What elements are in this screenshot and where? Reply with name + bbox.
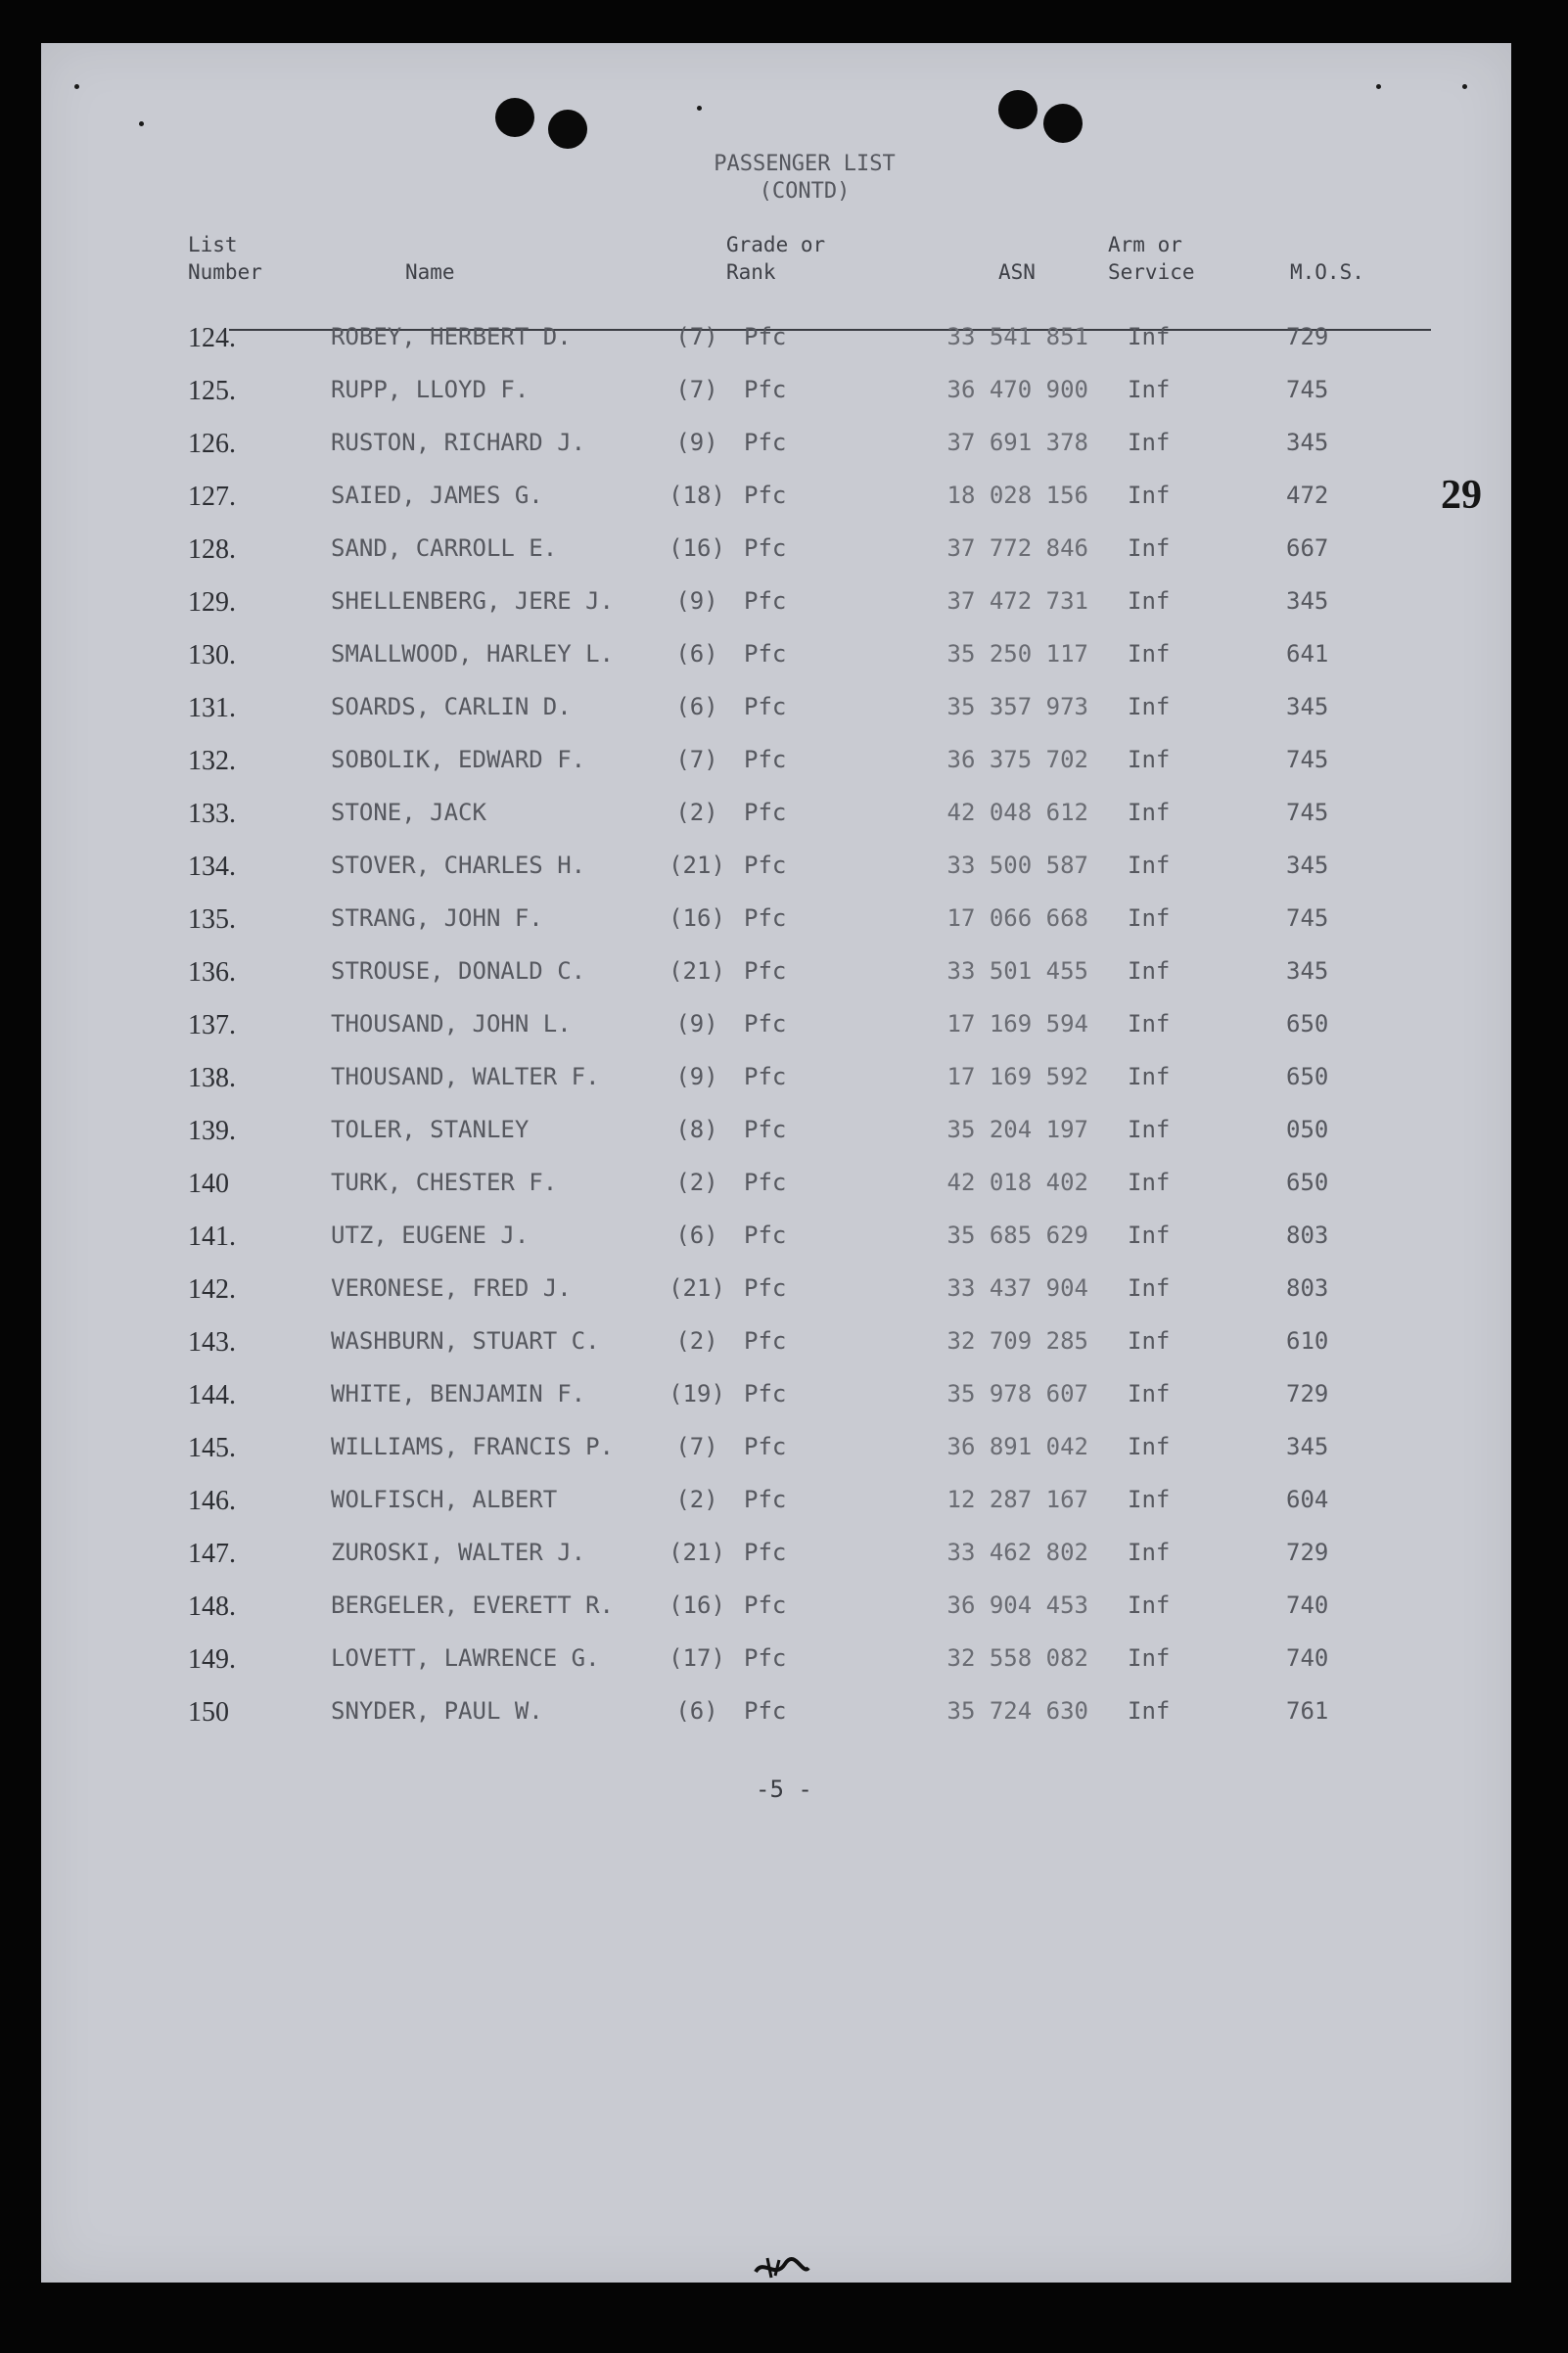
list-number-cell: 145. <box>188 1433 236 1463</box>
speck <box>697 106 702 111</box>
rank-cell: Pfc <box>744 693 787 720</box>
mos-cell: 745 <box>1286 376 1329 403</box>
rank-cell: Pfc <box>744 640 787 668</box>
asn-cell: 17 169 594 <box>946 1010 1088 1038</box>
group-cell: (8) <box>675 1116 718 1143</box>
list-number-cell: 126. <box>188 429 236 459</box>
document-page <box>41 43 1511 2283</box>
punch-hole <box>1043 104 1083 143</box>
table-row <box>41 1169 1511 1222</box>
group-cell: (2) <box>675 799 718 826</box>
group-cell: (2) <box>675 1486 718 1513</box>
rank-cell: Pfc <box>744 482 787 509</box>
table-row <box>41 376 1511 429</box>
table-row <box>41 640 1511 693</box>
arm-cell: Inf <box>1128 376 1171 403</box>
mos-cell: 729 <box>1286 1380 1329 1407</box>
header-grade-label: Grade or <box>726 233 826 256</box>
name-cell: TURK, CHESTER F. <box>331 1169 558 1196</box>
mos-cell: 650 <box>1286 1010 1329 1038</box>
header-mos: M.O.S. <box>1290 260 1364 284</box>
mos-cell: 745 <box>1286 746 1329 773</box>
name-cell: THOUSAND, WALTER F. <box>331 1063 600 1090</box>
asn-cell: 35 204 197 <box>946 1116 1088 1143</box>
list-number-cell: 144. <box>188 1380 236 1410</box>
table-row <box>41 1010 1511 1063</box>
list-number-cell: 140 <box>188 1169 229 1199</box>
list-number-cell: 133. <box>188 799 236 829</box>
group-cell: (9) <box>675 587 718 615</box>
group-cell: (6) <box>675 640 718 668</box>
table-row <box>41 957 1511 1010</box>
speck <box>139 121 144 126</box>
title-line-2: (CONTD) <box>759 179 851 204</box>
name-cell: THOUSAND, JOHN L. <box>331 1010 572 1038</box>
name-cell: ROBEY, HERBERT D. <box>331 323 572 350</box>
rank-cell: Pfc <box>744 1327 787 1355</box>
arm-cell: Inf <box>1128 693 1171 720</box>
header-arm <box>1108 231 1195 286</box>
mos-cell: 641 <box>1286 640 1329 668</box>
mos-cell: 345 <box>1286 693 1329 720</box>
name-cell: STONE, JACK <box>331 799 486 826</box>
arm-cell: Inf <box>1128 1169 1171 1196</box>
arm-cell: Inf <box>1128 1697 1171 1725</box>
list-number-cell: 136. <box>188 957 236 988</box>
table-row <box>41 799 1511 852</box>
table-row <box>41 904 1511 957</box>
ink-mark <box>746 2250 814 2284</box>
rank-cell: Pfc <box>744 1169 787 1196</box>
rank-cell: Pfc <box>744 1116 787 1143</box>
asn-cell: 35 357 973 <box>946 693 1088 720</box>
speck <box>74 84 79 89</box>
arm-cell: Inf <box>1128 799 1171 826</box>
rank-cell: Pfc <box>744 904 787 932</box>
asn-cell: 37 472 731 <box>946 587 1088 615</box>
group-cell: (7) <box>675 1433 718 1460</box>
table-row <box>41 1697 1511 1750</box>
arm-cell: Inf <box>1128 640 1171 668</box>
list-number-cell: 128. <box>188 534 236 565</box>
table-row <box>41 1274 1511 1327</box>
list-number-cell: 134. <box>188 852 236 882</box>
group-cell: (16) <box>669 904 725 932</box>
arm-cell: Inf <box>1128 429 1171 456</box>
list-number-cell: 139. <box>188 1116 236 1146</box>
header-list-number <box>188 231 262 286</box>
header-arm-label: Arm or <box>1108 233 1182 256</box>
rank-cell: Pfc <box>744 799 787 826</box>
rank-cell: Pfc <box>744 587 787 615</box>
speck <box>1376 84 1381 89</box>
mos-cell: 345 <box>1286 1433 1329 1460</box>
list-number-cell: 132. <box>188 746 236 776</box>
arm-cell: Inf <box>1128 1539 1171 1566</box>
arm-cell: Inf <box>1128 852 1171 879</box>
mos-cell: 650 <box>1286 1063 1329 1090</box>
list-number-cell: 148. <box>188 1592 236 1622</box>
group-cell: (21) <box>669 1539 725 1566</box>
mos-cell: 345 <box>1286 852 1329 879</box>
name-cell: BERGELER, EVERETT R. <box>331 1592 614 1619</box>
group-cell: (21) <box>669 957 725 985</box>
asn-cell: 35 978 607 <box>946 1380 1088 1407</box>
group-cell: (19) <box>669 1380 725 1407</box>
name-cell: WOLFISCH, ALBERT <box>331 1486 558 1513</box>
name-cell: SAIED, JAMES G. <box>331 482 543 509</box>
rank-cell: Pfc <box>744 1592 787 1619</box>
mos-cell: 803 <box>1286 1222 1329 1249</box>
name-cell: WILLIAMS, FRANCIS P. <box>331 1433 614 1460</box>
rank-cell: Pfc <box>744 746 787 773</box>
arm-cell: Inf <box>1128 323 1171 350</box>
arm-cell: Inf <box>1128 1433 1171 1460</box>
table-row <box>41 1486 1511 1539</box>
arm-cell: Inf <box>1128 1486 1171 1513</box>
mos-cell: 472 <box>1286 482 1329 509</box>
mos-cell: 050 <box>1286 1116 1329 1143</box>
punch-hole <box>548 110 587 149</box>
table-row <box>41 482 1511 534</box>
mos-cell: 745 <box>1286 799 1329 826</box>
mos-cell: 740 <box>1286 1592 1329 1619</box>
table-row <box>41 587 1511 640</box>
asn-cell: 33 462 802 <box>946 1539 1088 1566</box>
asn-cell: 17 066 668 <box>946 904 1088 932</box>
mos-cell: 667 <box>1286 534 1329 562</box>
arm-cell: Inf <box>1128 1644 1171 1672</box>
group-cell: (6) <box>675 1697 718 1725</box>
list-number-cell: 135. <box>188 904 236 935</box>
list-number-cell: 129. <box>188 587 236 618</box>
asn-cell: 35 250 117 <box>946 640 1088 668</box>
table-row <box>41 1380 1511 1433</box>
asn-cell: 36 470 900 <box>946 376 1088 403</box>
rank-cell: Pfc <box>744 1380 787 1407</box>
name-cell: RUSTON, RICHARD J. <box>331 429 586 456</box>
table-row <box>41 693 1511 746</box>
header-number-label: Number <box>188 260 262 284</box>
list-number-cell: 146. <box>188 1486 236 1516</box>
group-cell: (21) <box>669 852 725 879</box>
asn-cell: 32 709 285 <box>946 1327 1088 1355</box>
rank-cell: Pfc <box>744 1539 787 1566</box>
group-cell: (7) <box>675 746 718 773</box>
rank-cell: Pfc <box>744 429 787 456</box>
list-number-cell: 125. <box>188 376 236 406</box>
page-number: -5 - <box>756 1776 812 1803</box>
list-number-cell: 138. <box>188 1063 236 1093</box>
rank-cell: Pfc <box>744 534 787 562</box>
arm-cell: Inf <box>1128 587 1171 615</box>
asn-cell: 33 541 851 <box>946 323 1088 350</box>
asn-cell: 37 772 846 <box>946 534 1088 562</box>
group-cell: (16) <box>669 1592 725 1619</box>
name-cell: STOVER, CHARLES H. <box>331 852 586 879</box>
mos-cell: 803 <box>1286 1274 1329 1302</box>
rank-cell: Pfc <box>744 376 787 403</box>
page-stamp: 29 <box>1441 473 1482 518</box>
name-cell: ZUROSKI, WALTER J. <box>331 1539 586 1566</box>
group-cell: (6) <box>675 693 718 720</box>
asn-cell: 12 287 167 <box>946 1486 1088 1513</box>
table-row <box>41 1116 1511 1169</box>
arm-cell: Inf <box>1128 1380 1171 1407</box>
page-title <box>648 151 961 206</box>
asn-cell: 36 891 042 <box>946 1433 1088 1460</box>
rank-cell: Pfc <box>744 957 787 985</box>
rank-cell: Pfc <box>744 1433 787 1460</box>
arm-cell: Inf <box>1128 482 1171 509</box>
table-row <box>41 1644 1511 1697</box>
rank-cell: Pfc <box>744 1274 787 1302</box>
name-cell: SAND, CARROLL E. <box>331 534 558 562</box>
arm-cell: Inf <box>1128 1592 1171 1619</box>
list-number-cell: 147. <box>188 1539 236 1569</box>
mos-cell: 650 <box>1286 1169 1329 1196</box>
mos-cell: 345 <box>1286 429 1329 456</box>
group-cell: (2) <box>675 1169 718 1196</box>
header-rank-label: Rank <box>726 260 776 284</box>
list-number-cell: 137. <box>188 1010 236 1040</box>
list-number-cell: 130. <box>188 640 236 670</box>
asn-cell: 33 437 904 <box>946 1274 1088 1302</box>
table-row <box>41 1433 1511 1486</box>
table-row <box>41 1592 1511 1644</box>
arm-cell: Inf <box>1128 1274 1171 1302</box>
mos-cell: 745 <box>1286 904 1329 932</box>
table-row <box>41 534 1511 587</box>
group-cell: (7) <box>675 376 718 403</box>
asn-cell: 17 169 592 <box>946 1063 1088 1090</box>
asn-cell: 37 691 378 <box>946 429 1088 456</box>
asn-cell: 36 375 702 <box>946 746 1088 773</box>
arm-cell: Inf <box>1128 746 1171 773</box>
header-list-label: List <box>188 233 238 256</box>
header-grade <box>726 231 825 286</box>
rank-cell: Pfc <box>744 852 787 879</box>
asn-cell: 35 685 629 <box>946 1222 1088 1249</box>
name-cell: VERONESE, FRED J. <box>331 1274 572 1302</box>
group-cell: (7) <box>675 323 718 350</box>
mos-cell: 345 <box>1286 957 1329 985</box>
name-cell: SMALLWOOD, HARLEY L. <box>331 640 614 668</box>
rank-cell: Pfc <box>744 1644 787 1672</box>
rank-cell: Pfc <box>744 1222 787 1249</box>
mos-cell: 740 <box>1286 1644 1329 1672</box>
arm-cell: Inf <box>1128 1010 1171 1038</box>
table-row <box>41 852 1511 904</box>
name-cell: SNYDER, PAUL W. <box>331 1697 543 1725</box>
rank-cell: Pfc <box>744 323 787 350</box>
arm-cell: Inf <box>1128 1116 1171 1143</box>
header-name: Name <box>405 260 455 284</box>
name-cell: WASHBURN, STUART C. <box>331 1327 600 1355</box>
group-cell: (9) <box>675 429 718 456</box>
list-number-cell: 142. <box>188 1274 236 1305</box>
name-cell: RUPP, LLOYD F. <box>331 376 530 403</box>
group-cell: (17) <box>669 1644 725 1672</box>
group-cell: (6) <box>675 1222 718 1249</box>
punch-hole <box>495 98 534 137</box>
header-asn: ASN <box>998 260 1036 284</box>
arm-cell: Inf <box>1128 957 1171 985</box>
group-cell: (2) <box>675 1327 718 1355</box>
name-cell: UTZ, EUGENE J. <box>331 1222 530 1249</box>
group-cell: (16) <box>669 534 725 562</box>
list-number-cell: 124. <box>188 323 236 353</box>
list-number-cell: 143. <box>188 1327 236 1358</box>
mos-cell: 610 <box>1286 1327 1329 1355</box>
table-row <box>41 323 1511 376</box>
group-cell: (9) <box>675 1010 718 1038</box>
list-number-cell: 150 <box>188 1697 229 1728</box>
asn-cell: 18 028 156 <box>946 482 1088 509</box>
list-number-cell: 149. <box>188 1644 236 1675</box>
table-row <box>41 429 1511 482</box>
mos-cell: 345 <box>1286 587 1329 615</box>
name-cell: SOBOLIK, EDWARD F. <box>331 746 586 773</box>
table-row <box>41 1327 1511 1380</box>
list-number-cell: 131. <box>188 693 236 723</box>
table-row <box>41 1222 1511 1274</box>
asn-cell: 35 724 630 <box>946 1697 1088 1725</box>
name-cell: WHITE, BENJAMIN F. <box>331 1380 586 1407</box>
rank-cell: Pfc <box>744 1697 787 1725</box>
asn-cell: 33 500 587 <box>946 852 1088 879</box>
arm-cell: Inf <box>1128 1327 1171 1355</box>
asn-cell: 42 048 612 <box>946 799 1088 826</box>
name-cell: SHELLENBERG, JERE J. <box>331 587 614 615</box>
name-cell: STRANG, JOHN F. <box>331 904 543 932</box>
mos-cell: 729 <box>1286 323 1329 350</box>
name-cell: LOVETT, LAWRENCE G. <box>331 1644 600 1672</box>
asn-cell: 33 501 455 <box>946 957 1088 985</box>
asn-cell: 42 018 402 <box>946 1169 1088 1196</box>
group-cell: (18) <box>669 482 725 509</box>
rank-cell: Pfc <box>744 1010 787 1038</box>
arm-cell: Inf <box>1128 1222 1171 1249</box>
arm-cell: Inf <box>1128 534 1171 562</box>
asn-cell: 36 904 453 <box>946 1592 1088 1619</box>
arm-cell: Inf <box>1128 904 1171 932</box>
name-cell: STROUSE, DONALD C. <box>331 957 586 985</box>
mos-cell: 604 <box>1286 1486 1329 1513</box>
asn-cell: 32 558 082 <box>946 1644 1088 1672</box>
rank-cell: Pfc <box>744 1063 787 1090</box>
punch-hole <box>998 90 1038 129</box>
mos-cell: 729 <box>1286 1539 1329 1566</box>
mos-cell: 761 <box>1286 1697 1329 1725</box>
group-cell: (9) <box>675 1063 718 1090</box>
table-row <box>41 1539 1511 1592</box>
arm-cell: Inf <box>1128 1063 1171 1090</box>
list-number-cell: 141. <box>188 1222 236 1252</box>
rank-cell: Pfc <box>744 1486 787 1513</box>
group-cell: (21) <box>669 1274 725 1302</box>
table-row <box>41 746 1511 799</box>
table-row <box>41 1063 1511 1116</box>
header-service-label: Service <box>1108 260 1195 284</box>
speck <box>1462 84 1467 89</box>
name-cell: TOLER, STANLEY <box>331 1116 530 1143</box>
name-cell: SOARDS, CARLIN D. <box>331 693 572 720</box>
list-number-cell: 127. <box>188 482 236 512</box>
title-line-1: PASSENGER LIST <box>714 152 896 176</box>
